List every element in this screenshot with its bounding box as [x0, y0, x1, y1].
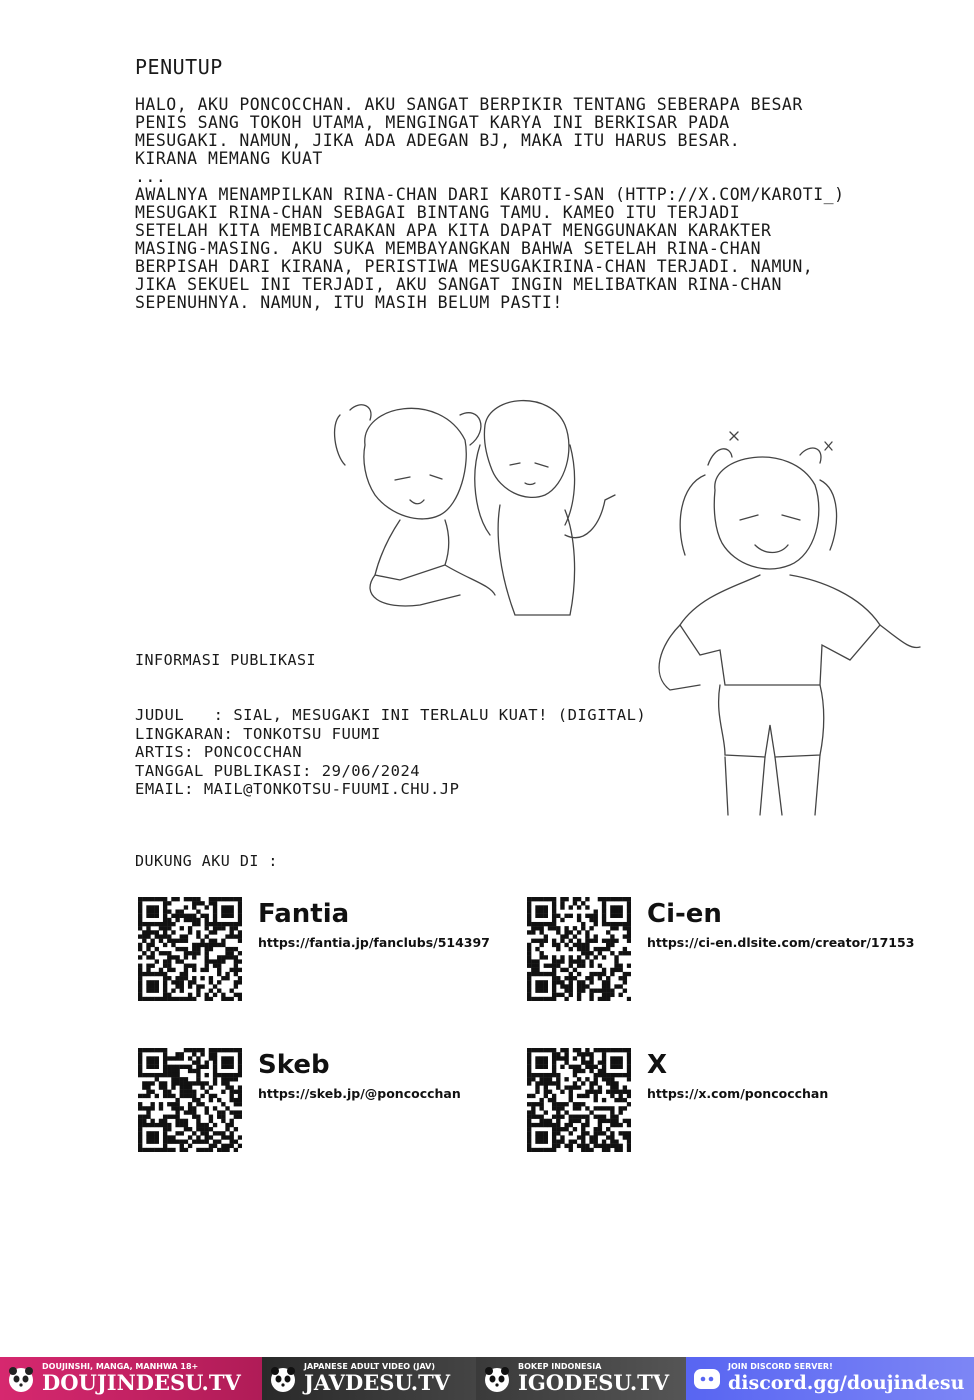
afterword-line: SETELAH KITA MEMBICARAKAN APA KITA DAPAT MENGGUNAKAN KARAKTER	[135, 221, 772, 240]
publication-title-line: JUDUL : SIAL, MESUGAKI INI TERLALU KUAT! (DIGITAL)	[135, 706, 647, 724]
qr-code-icon	[138, 897, 242, 1001]
banner-site: IGODESU.TV	[518, 1370, 670, 1395]
banner-site: DOUJINDESU.TV	[42, 1370, 241, 1395]
support-site-url[interactable]: https://ci-en.dlsite.com/creator/17153	[647, 935, 915, 950]
support-card-skeb[interactable]	[138, 1048, 518, 1158]
banner-tagline: JOIN DISCORD SERVER!	[728, 1362, 833, 1371]
qr-code-icon	[138, 1048, 242, 1152]
support-site-name: X	[647, 1050, 668, 1080]
support-card-ci-en[interactable]	[527, 897, 915, 1007]
support-card-x[interactable]	[527, 1048, 907, 1158]
banner-site: JAVDESU.TV	[304, 1370, 450, 1395]
afterword-line: HALO, AKU PONCOCCHAN. AKU SANGAT BERPIKIR TENTANG SEBERAPA BESAR	[135, 95, 803, 114]
afterword-line: PENIS SANG TOKOH UTAMA, MENGINGAT KARYA INI BERKISAR PADA	[135, 113, 730, 132]
panda-logo-icon	[6, 1364, 36, 1394]
panda-logo-icon	[482, 1364, 512, 1394]
afterword-line: KIRANA MEMANG KUAT	[135, 149, 323, 168]
support-site-name: Ci-en	[647, 899, 722, 929]
footer-banners	[0, 1357, 974, 1400]
qr-code-icon	[527, 1048, 631, 1152]
discord-icon	[692, 1364, 722, 1394]
banner-tagline: JAPANESE ADULT VIDEO (JAV)	[304, 1362, 435, 1371]
afterword-line: AWALNYA MENAMPILKAN RINA-CHAN DARI KAROTI-SAN (HTTP://X.COM/KAROTI_)	[135, 185, 845, 204]
afterword-body	[135, 96, 895, 312]
banner-discord[interactable]	[686, 1357, 974, 1400]
qr-code-icon	[527, 897, 631, 1001]
publication-artist-line: ARTIS: PONCOCCHAN	[135, 743, 303, 761]
publication-email-line: EMAIL: MAIL@TONKOTSU-FUUMI.CHU.JP	[135, 780, 460, 798]
sketch-girl-right	[659, 432, 920, 815]
afterword-line: MESUGAKI RINA-CHAN SEBAGAI BINTANG TAMU. KAMEO ITU TERJADI	[135, 203, 741, 222]
afterword-title: PENUTUP	[135, 55, 223, 79]
afterword-line: MESUGAKI. NAMUN, JIKA ADA ADEGAN BJ, MAKA ITU HARUS BESAR.	[135, 131, 741, 150]
publication-info	[135, 706, 646, 799]
support-site-url[interactable]: https://x.com/poncocchan	[647, 1086, 829, 1101]
sketch-girl-middle	[475, 401, 615, 615]
banner-site: discord.gg/doujindesu	[728, 1372, 965, 1394]
support-site-url[interactable]: https://skeb.jp/@poncocchan	[258, 1086, 461, 1101]
panda-logo-icon	[268, 1364, 298, 1394]
publication-date-line: TANGGAL PUBLIKASI: 29/06/2024	[135, 761, 421, 780]
banner-javdesu[interactable]	[262, 1357, 476, 1400]
support-title: DUKUNG AKU DI :	[135, 852, 278, 870]
support-site-url[interactable]: https://fantia.jp/fanclubs/514397	[258, 935, 490, 950]
banner-doujindesu[interactable]	[0, 1357, 262, 1400]
publication-circle-line: LINGKARAN: TONKOTSU FUUMI	[135, 724, 381, 743]
sketch-girl-left	[335, 405, 495, 606]
afterword-line: SEPENUHNYA. NAMUN, ITU MASIH BELUM PASTI!	[135, 293, 563, 312]
afterword-line: ...	[135, 167, 167, 186]
afterword-line: JIKA SEKUEL INI TERJADI, AKU SANGAT INGIN MELIBATKAN RINA-CHAN	[135, 275, 782, 294]
banner-tagline: BOKEP INDONESIA	[518, 1362, 602, 1371]
support-site-name: Fantia	[258, 899, 350, 929]
banner-igodesu[interactable]	[476, 1357, 686, 1400]
publication-info-title: INFORMASI PUBLIKASI	[135, 651, 317, 669]
afterword-line: BERPISAH DARI KIRANA, PERISTIWA MESUGAKIRINA-CHAN TERJADI. NAMUN,	[135, 257, 814, 276]
support-site-name: Skeb	[258, 1050, 330, 1080]
banner-tagline: DOUJINSHI, MANGA, MANHWA 18+	[42, 1362, 199, 1371]
afterword-line: MASING-MASING. AKU SUKA MEMBAYANGKAN BAHWA SETELAH RINA-CHAN	[135, 239, 762, 258]
support-card-fantia[interactable]	[138, 897, 518, 1007]
